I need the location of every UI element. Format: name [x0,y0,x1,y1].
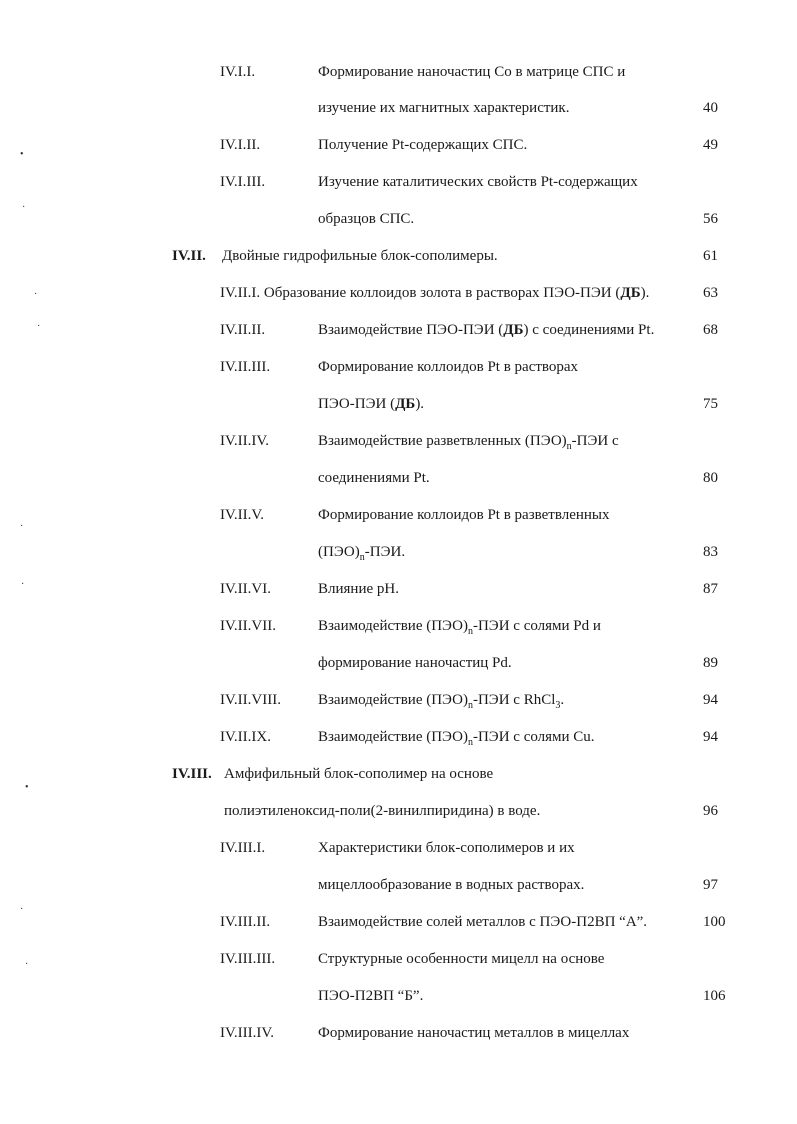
entry-title: формирование наночастиц Pd. [318,655,512,671]
entry-number: IV.III.III. [220,951,276,967]
entry-title: $(ПЭО)_n$-ПЭИ. [318,544,406,563]
scan-speck: · [34,289,38,300]
entry-title-bold: ДБ [620,285,641,301]
entry-title: Формирование коллоидов Pt в разветвленных [318,507,610,523]
entry-title: ПЭО-П2ВП “Б”. [318,988,424,1004]
entry-title: Формирование наночастиц Co в матрице СПС и [318,64,626,80]
entry-page: 75 [703,396,718,412]
entry-title: ). [640,285,650,301]
entry-number: IV.II.I. [220,285,261,301]
entry-number: IV.II.IV. [220,433,270,449]
entry-title: полиэтиленоксид-поли(2-винилпиридина) в воде. [224,803,541,819]
scan-speck: · [37,321,41,332]
entry-page: 89 [703,655,718,671]
entry-title: ПЭО-ПЭИ (ДБ). [318,396,425,412]
entry-page: 106 [703,988,726,1004]
scan-speck: • [25,782,29,793]
entry-page: 94 [703,692,718,708]
entry-number: IV.III.II. [220,914,271,930]
entry-row [220,283,649,303]
entry-page: 68 [703,322,718,338]
entry-number: IV.II.IX. [220,729,271,745]
entry-page: 40 [703,100,718,116]
entry-title: Амфифильный блок-сополимер на основе [224,766,494,782]
entry-number: IV.II.VI. [220,581,271,597]
entry-number: IV.II.II. [220,322,266,338]
entry-number: IV.II.III. [220,359,271,375]
entry-number: IV.I.I. [220,64,256,80]
entry-title: мицеллообразование в водных растворах. [318,877,585,893]
entry-title: Образование коллоидов золота в растворах ПЭО-ПЭИ ( [263,285,621,301]
scan-speck: • [20,149,24,160]
entry-page: 61 [703,248,718,264]
entry-title: Характеристики блок-сополимеров и их [318,840,575,856]
entry-page: 56 [703,211,718,227]
entry-title: Взаимодействие солей металлов с ПЭО-П2ВП “А”. [318,914,648,930]
entry-title: Получение Pt-содержащих СПС. [318,137,528,153]
scan-speck: · [22,202,26,213]
entry-title: Формирование коллоидов Pt в растворах [318,359,579,375]
entry-number: IV.I.III. [220,174,266,190]
entry-number: IV.III.I. [220,840,266,856]
entry-title: Взаимодействие $(ПЭО)_n$-ПЭИ с солями Pd и [318,618,601,637]
entry-number: IV.II.VII. [220,618,276,634]
entry-title: Формирование наночастиц металлов в мицеллах [318,1025,630,1041]
scan-speck: · [21,579,25,590]
entry-page: 83 [703,544,718,560]
entry-number: IV.II.V. [220,507,265,523]
entry-page: 100 [703,914,726,930]
entry-number: IV.III.IV. [220,1025,275,1041]
entry-title: образцов СПС. [318,211,415,227]
scan-speck: · [20,904,24,915]
entry-title: Влияние pH. [318,581,399,597]
entry-title: соединениями Pt. [318,470,430,486]
entry-title: Взаимодействие $(ПЭО)_n$-ПЭИ с солями Cu. [318,729,595,748]
entry-page: 49 [703,137,718,153]
entry-page: 97 [703,877,718,893]
entry-title: Взаимодействие $(ПЭО)_n$-ПЭИ с RhCl$_3$. [318,692,565,711]
entry-page: 80 [703,470,718,486]
entry-title: Изучение каталитических свойств Pt-содержащих [318,174,638,190]
scan-speck: · [20,521,24,532]
scan-speck: · [25,959,29,970]
entry-page: 96 [703,803,718,819]
entry-title: изучение их магнитных характеристик. [318,100,570,116]
entry-page: 63 [703,285,718,301]
entry-number: IV.III. [172,766,212,782]
entry-title: Структурные особенности мицелл на основе [318,951,605,967]
entry-page: 94 [703,729,718,745]
entry-number: IV.I.II. [220,137,261,153]
entry-title: Взаимодействие разветвленных $(ПЭО)_n$-ПЭИ с [318,433,619,452]
entry-title: Взаимодействие ПЭО-ПЭИ (ДБ) с соединениями Pt. [318,322,655,338]
entry-page: 87 [703,581,718,597]
entry-number: IV.II.VIII. [220,692,281,708]
entry-title: Двойные гидрофильные блок-сополимеры. [222,248,498,264]
entry-number: IV.II. [172,248,206,264]
